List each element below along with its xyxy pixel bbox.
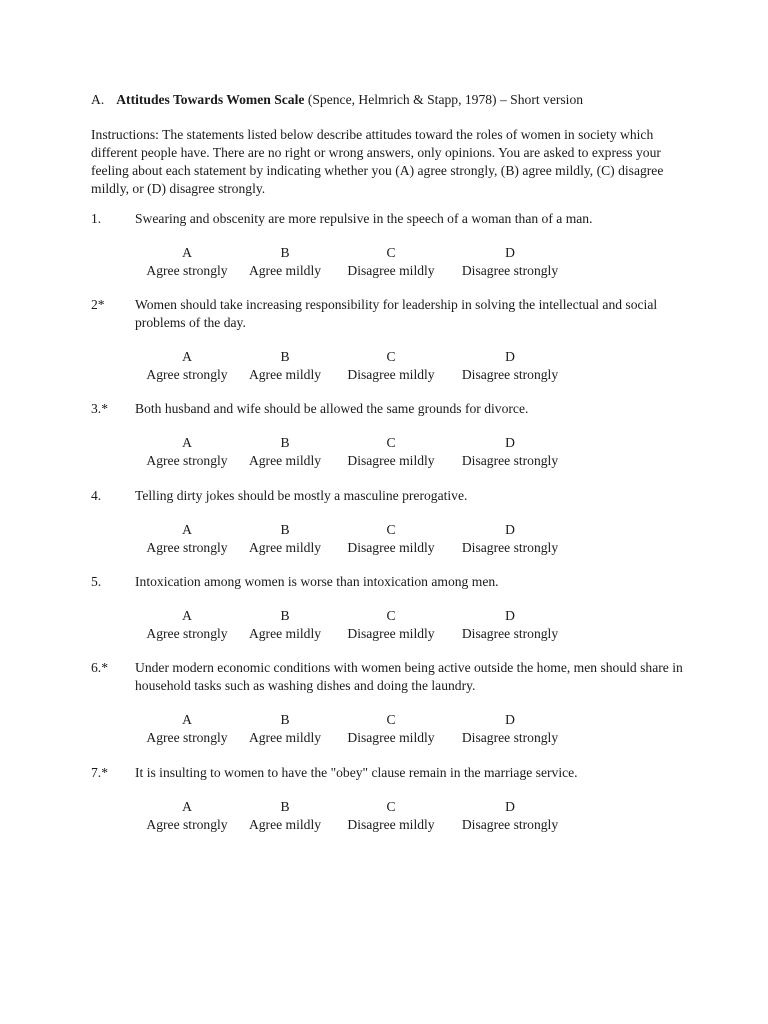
option-letter: B — [280, 799, 290, 814]
survey-item — [91, 487, 691, 557]
option-label: Agree strongly — [146, 626, 228, 641]
option-disagree-strongly[interactable] — [455, 711, 565, 747]
option-agree-mildly[interactable] — [243, 244, 327, 280]
item-statement: Swearing and obscenity are more repulsive in the speech of a woman than of a man. — [135, 211, 593, 226]
option-label: Agree strongly — [146, 263, 228, 278]
survey-item — [91, 573, 691, 643]
option-label: Agree mildly — [248, 453, 322, 468]
scale-citation: (Spence, Helmrich & Stapp, 1978) – Short version — [304, 92, 584, 107]
option-agree-strongly[interactable] — [141, 711, 233, 747]
item-number: 3.* — [91, 401, 108, 416]
response-options — [91, 521, 691, 557]
option-label: Agree mildly — [248, 626, 322, 641]
option-agree-mildly[interactable] — [243, 348, 327, 384]
option-disagree-mildly[interactable] — [341, 244, 441, 280]
survey-item — [91, 659, 691, 747]
option-label: Disagree mildly — [347, 540, 435, 555]
option-label: Agree strongly — [146, 817, 228, 832]
option-letter: D — [505, 608, 515, 623]
option-label: Disagree strongly — [461, 626, 559, 641]
item-statement: It is insulting to women to have the "obey" clause remain in the marriage service. — [135, 765, 578, 780]
option-letter: C — [386, 435, 396, 450]
option-letter: D — [505, 522, 515, 537]
option-letter: B — [280, 608, 290, 623]
option-agree-mildly[interactable] — [243, 434, 327, 470]
option-label: Agree mildly — [248, 540, 322, 555]
option-label: Agree mildly — [248, 367, 322, 382]
option-disagree-strongly[interactable] — [455, 607, 565, 643]
item-statement: Both husband and wife should be allowed the same grounds for divorce. — [135, 401, 529, 416]
option-agree-strongly[interactable] — [141, 798, 233, 834]
scale-title: Attitudes Towards Women Scale — [116, 92, 305, 107]
option-label: Disagree strongly — [461, 817, 559, 832]
option-disagree-mildly[interactable] — [341, 711, 441, 747]
option-label: Disagree mildly — [347, 367, 435, 382]
item-statement: Women should take increasing responsibility for leadership in solving the intellectual and social problems of the day. — [135, 297, 658, 330]
option-letter: D — [505, 799, 515, 814]
section-label: A. — [91, 92, 105, 107]
option-letter: C — [386, 349, 396, 364]
survey-item — [91, 296, 691, 384]
option-letter: A — [182, 608, 192, 623]
option-label: Disagree mildly — [347, 263, 435, 278]
survey-item — [91, 400, 691, 470]
item-statement: Telling dirty jokes should be mostly a masculine prerogative. — [135, 488, 468, 503]
option-label: Agree mildly — [248, 730, 322, 745]
option-disagree-strongly[interactable] — [455, 521, 565, 557]
option-agree-mildly[interactable] — [243, 607, 327, 643]
item-number: 2* — [91, 297, 105, 312]
option-label: Disagree strongly — [461, 453, 559, 468]
option-letter: B — [280, 435, 290, 450]
option-letter: B — [280, 712, 290, 727]
option-letter: D — [505, 245, 515, 260]
option-disagree-strongly[interactable] — [455, 244, 565, 280]
option-agree-strongly[interactable] — [141, 607, 233, 643]
response-options — [91, 244, 691, 280]
option-letter: B — [280, 522, 290, 537]
option-letter: C — [386, 712, 396, 727]
option-disagree-mildly[interactable] — [341, 434, 441, 470]
option-disagree-mildly[interactable] — [341, 348, 441, 384]
option-letter: C — [386, 608, 396, 623]
response-options — [91, 798, 691, 834]
option-disagree-mildly[interactable] — [341, 607, 441, 643]
option-letter: A — [182, 245, 192, 260]
option-label: Agree mildly — [248, 817, 322, 832]
option-letter: B — [280, 349, 290, 364]
option-label: Agree strongly — [146, 730, 228, 745]
option-label: Agree mildly — [248, 263, 322, 278]
item-number: 7.* — [91, 765, 108, 780]
response-options — [91, 607, 691, 643]
option-letter: D — [505, 712, 515, 727]
option-agree-mildly[interactable] — [243, 798, 327, 834]
option-letter: D — [505, 435, 515, 450]
option-label: Disagree strongly — [461, 367, 559, 382]
item-number: 6.* — [91, 660, 108, 675]
option-disagree-strongly[interactable] — [455, 348, 565, 384]
option-letter: A — [182, 712, 192, 727]
option-label: Agree strongly — [146, 540, 228, 555]
response-options — [91, 434, 691, 470]
option-letter: A — [182, 349, 192, 364]
option-letter: A — [182, 522, 192, 537]
item-number: 1. — [91, 211, 102, 226]
option-label: Disagree strongly — [461, 263, 559, 278]
item-number: 4. — [91, 488, 102, 503]
option-label: Disagree mildly — [347, 453, 435, 468]
option-agree-strongly[interactable] — [141, 348, 233, 384]
option-agree-mildly[interactable] — [243, 521, 327, 557]
item-statement: Under modern economic conditions with women being active outside the home, men should share in household tasks such as washing dishes and doing the laundry. — [135, 660, 683, 693]
option-letter: C — [386, 799, 396, 814]
option-label: Disagree strongly — [461, 730, 559, 745]
option-agree-strongly[interactable] — [141, 244, 233, 280]
option-label: Disagree mildly — [347, 817, 435, 832]
option-label: Disagree strongly — [461, 540, 559, 555]
option-label: Disagree mildly — [347, 730, 435, 745]
option-agree-strongly[interactable] — [141, 521, 233, 557]
option-disagree-mildly[interactable] — [341, 798, 441, 834]
item-statement: Intoxication among women is worse than intoxication among men. — [135, 574, 499, 589]
option-agree-mildly[interactable] — [243, 711, 327, 747]
survey-item — [91, 764, 691, 834]
response-options — [91, 711, 691, 747]
option-disagree-mildly[interactable] — [341, 521, 441, 557]
option-letter: D — [505, 349, 515, 364]
option-disagree-strongly[interactable] — [455, 798, 565, 834]
instructions-paragraph: Instructions: The statements listed below describe attitudes toward the roles of women in society which different people have. There are no right or wrong answers, only opinions. You are asked to express your feeling about each statement by indicating whether you (A) agree strongly, (B) agree mildly, (C) disagree mildly, or (D) disagree strongly. — [91, 127, 664, 196]
option-label: Agree strongly — [146, 367, 228, 382]
option-label: Disagree mildly — [347, 626, 435, 641]
option-letter: C — [386, 245, 396, 260]
scale-heading — [91, 91, 691, 109]
option-letter: A — [182, 799, 192, 814]
option-label: Agree strongly — [146, 453, 228, 468]
option-letter: A — [182, 435, 192, 450]
option-letter: B — [280, 245, 290, 260]
response-options — [91, 348, 691, 384]
option-agree-strongly[interactable] — [141, 434, 233, 470]
survey-item — [91, 210, 691, 280]
option-letter: C — [386, 522, 396, 537]
item-number: 5. — [91, 574, 102, 589]
option-disagree-strongly[interactable] — [455, 434, 565, 470]
